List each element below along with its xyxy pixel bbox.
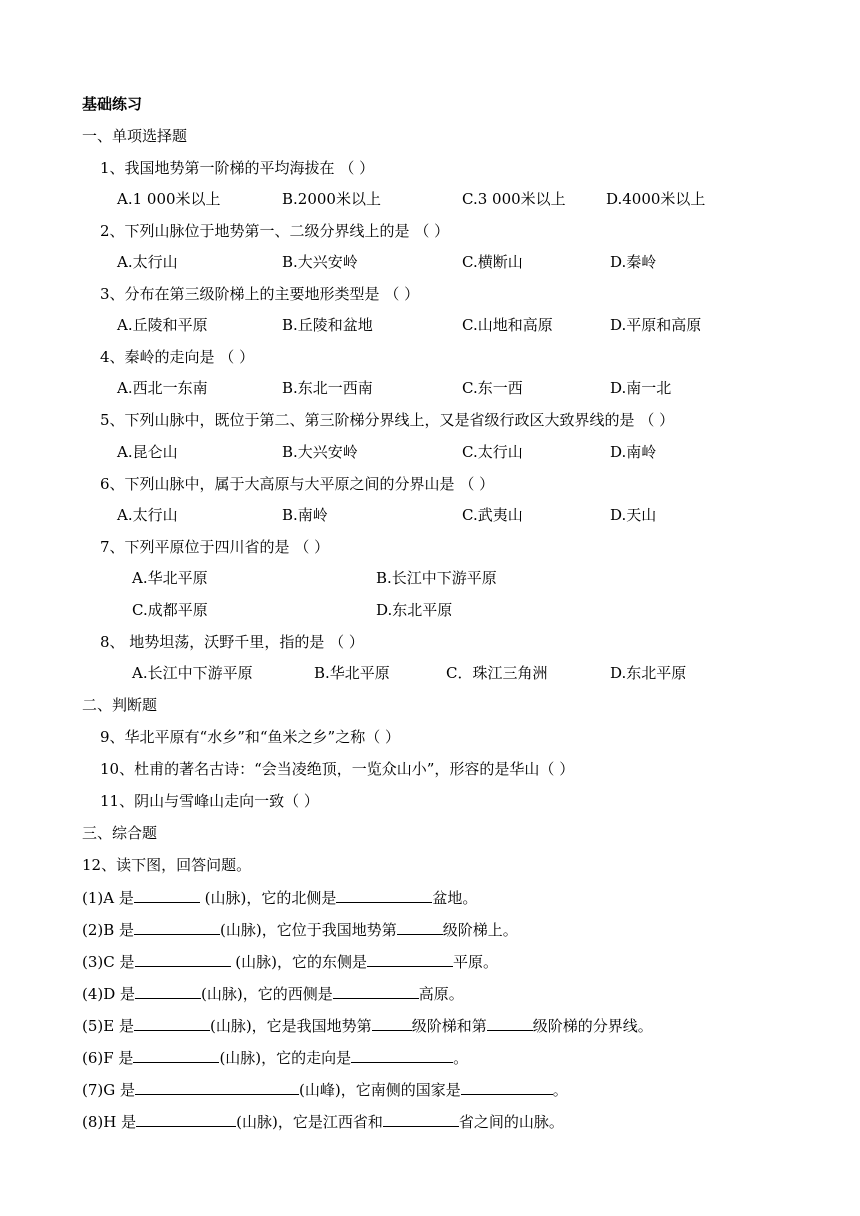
question-option: A.1 000米以上 xyxy=(117,190,221,208)
question-option: D.南一北 xyxy=(610,379,672,397)
question-option: B.大兴安岭 xyxy=(282,443,358,461)
question-option: C．珠江三角洲 xyxy=(446,664,548,682)
question-option: C.山地和高原 xyxy=(462,316,553,334)
fill-text: 。 xyxy=(552,1081,568,1099)
question-option: D.4000米以上 xyxy=(606,190,706,208)
answer-blank[interactable] xyxy=(135,1079,299,1095)
fill-line xyxy=(82,1015,653,1036)
answer-blank[interactable] xyxy=(134,887,200,903)
question-option: D.东北平原 xyxy=(376,601,453,619)
fill-text: (7)G 是 xyxy=(82,1081,135,1099)
question-option: D.南岭 xyxy=(610,443,657,461)
fill-text: (4)D 是 xyxy=(82,985,136,1003)
fill-text: (6)F 是 xyxy=(82,1049,134,1067)
fill-text: (山脉)，它位于我国地势第 xyxy=(220,921,397,939)
fill-text: (山脉)，它的走向是 xyxy=(219,1049,352,1067)
fill-text: (8)H 是 xyxy=(82,1113,137,1131)
question-option: D.平原和高原 xyxy=(610,316,702,334)
question-stem: 1、我国地势第一阶梯的平均海拔在 （ ） xyxy=(100,159,375,177)
answer-blank[interactable] xyxy=(136,1111,236,1127)
fill-text: (山脉)，它是江西省和 xyxy=(236,1113,383,1131)
fill-text: (山脉)，它是我国地势第 xyxy=(209,1017,372,1035)
fill-text: 。 xyxy=(453,1049,469,1067)
question-option: A.太行山 xyxy=(117,506,178,524)
question-stem: 8、 地势坦荡，沃野千里，指的是 （ ） xyxy=(100,633,364,651)
fill-line xyxy=(82,887,477,908)
question-option: A.西北一东南 xyxy=(117,379,208,397)
question-option: B.华北平原 xyxy=(314,664,390,682)
answer-blank[interactable] xyxy=(383,1111,459,1127)
fill-text: 级阶梯和第 xyxy=(411,1017,487,1035)
fill-line xyxy=(82,1079,568,1100)
answer-blank[interactable] xyxy=(372,1015,412,1031)
question-option: B.东北一西南 xyxy=(282,379,373,397)
question-12-stem: 12、读下图，回答问题。 xyxy=(82,856,252,874)
answer-blank[interactable] xyxy=(133,1047,219,1063)
section-heading-comprehensive: 三、综合题 xyxy=(82,824,158,842)
question-option: D.秦岭 xyxy=(610,253,657,271)
question-option: A.昆仑山 xyxy=(117,443,178,461)
fill-text: (山脉)，它的西侧是 xyxy=(201,985,333,1003)
worksheet-title: 基础练习 xyxy=(82,95,143,113)
question-option: C.3 000米以上 xyxy=(462,190,566,208)
answer-blank[interactable] xyxy=(351,1047,453,1063)
judge-question: 9、华北平原有“水乡”和“鱼米之乡”之称（ ） xyxy=(100,728,400,746)
answer-blank[interactable] xyxy=(397,919,443,935)
answer-blank[interactable] xyxy=(134,919,220,935)
answer-blank[interactable] xyxy=(487,1015,533,1031)
judge-question: 11、阴山与雪峰山走向一致（ ） xyxy=(100,792,319,810)
question-option: D.东北平原 xyxy=(610,664,687,682)
fill-text: 高原。 xyxy=(418,985,464,1003)
question-stem: 5、下列山脉中，既位于第二、第三阶梯分界线上，又是省级行政区大致界线的是 （ ） xyxy=(100,411,675,429)
question-option: C.成都平原 xyxy=(132,601,208,619)
question-option: C.武夷山 xyxy=(462,506,523,524)
fill-text: (2)B 是 xyxy=(82,921,135,939)
answer-blank[interactable] xyxy=(134,1015,210,1031)
question-option: B.南岭 xyxy=(282,506,328,524)
fill-line xyxy=(82,919,518,940)
question-option: C.东一西 xyxy=(462,379,523,397)
question-option: D.天山 xyxy=(610,506,657,524)
answer-blank[interactable] xyxy=(461,1079,553,1095)
judge-question: 10、杜甫的著名古诗：“会当凌绝顶，一览众山小”，形容的是华山（ ） xyxy=(100,760,575,778)
answer-blank[interactable] xyxy=(367,951,453,967)
question-stem: 2、下列山脉位于地势第一、二级分界线上的是 （ ） xyxy=(100,222,450,240)
fill-text: (5)E 是 xyxy=(82,1017,134,1035)
section-heading-choice: 一、单项选择题 xyxy=(82,127,188,145)
answer-blank[interactable] xyxy=(333,983,419,999)
question-option: B.丘陵和盆地 xyxy=(282,316,373,334)
fill-text: (3)C 是 xyxy=(82,953,135,971)
fill-line xyxy=(82,1111,564,1132)
answer-blank[interactable] xyxy=(336,887,432,903)
fill-text: 级阶梯的分界线。 xyxy=(532,1017,653,1035)
question-stem: 4、秦岭的走向是 （ ） xyxy=(100,348,255,366)
fill-line xyxy=(82,951,498,972)
question-stem: 3、分布在第三级阶梯上的主要地形类型是 （ ） xyxy=(100,285,420,303)
fill-text: (山峰)，它南侧的国家是 xyxy=(299,1081,461,1099)
question-option: B.长江中下游平原 xyxy=(376,569,497,587)
fill-text: 盆地。 xyxy=(432,889,478,907)
question-option: B.大兴安岭 xyxy=(282,253,358,271)
question-option: A.长江中下游平原 xyxy=(132,664,253,682)
fill-text: 平原。 xyxy=(452,953,498,971)
question-option: A.丘陵和平原 xyxy=(117,316,208,334)
fill-line xyxy=(82,1047,468,1068)
question-option: A.太行山 xyxy=(117,253,178,271)
fill-text: (山脉)，它的北侧是 xyxy=(199,889,337,907)
answer-blank[interactable] xyxy=(135,983,201,999)
question-option: B.2000米以上 xyxy=(282,190,381,208)
fill-text: 省之间的山脉。 xyxy=(458,1113,564,1131)
question-stem: 6、下列山脉中，属于大高原与大平原之间的分界山是 （ ） xyxy=(100,475,495,493)
fill-text: 级阶梯上。 xyxy=(442,921,518,939)
fill-text: (1)A 是 xyxy=(82,889,134,907)
question-option: C.横断山 xyxy=(462,253,523,271)
question-stem: 7、下列平原位于四川省的是 （ ） xyxy=(100,538,330,556)
answer-blank[interactable] xyxy=(135,951,231,967)
section-heading-judge: 二、判断题 xyxy=(82,696,158,714)
question-option: A.华北平原 xyxy=(132,569,208,587)
question-option: C.太行山 xyxy=(462,443,523,461)
fill-text: (山脉)，它的东侧是 xyxy=(230,953,367,971)
fill-line xyxy=(82,983,464,1004)
